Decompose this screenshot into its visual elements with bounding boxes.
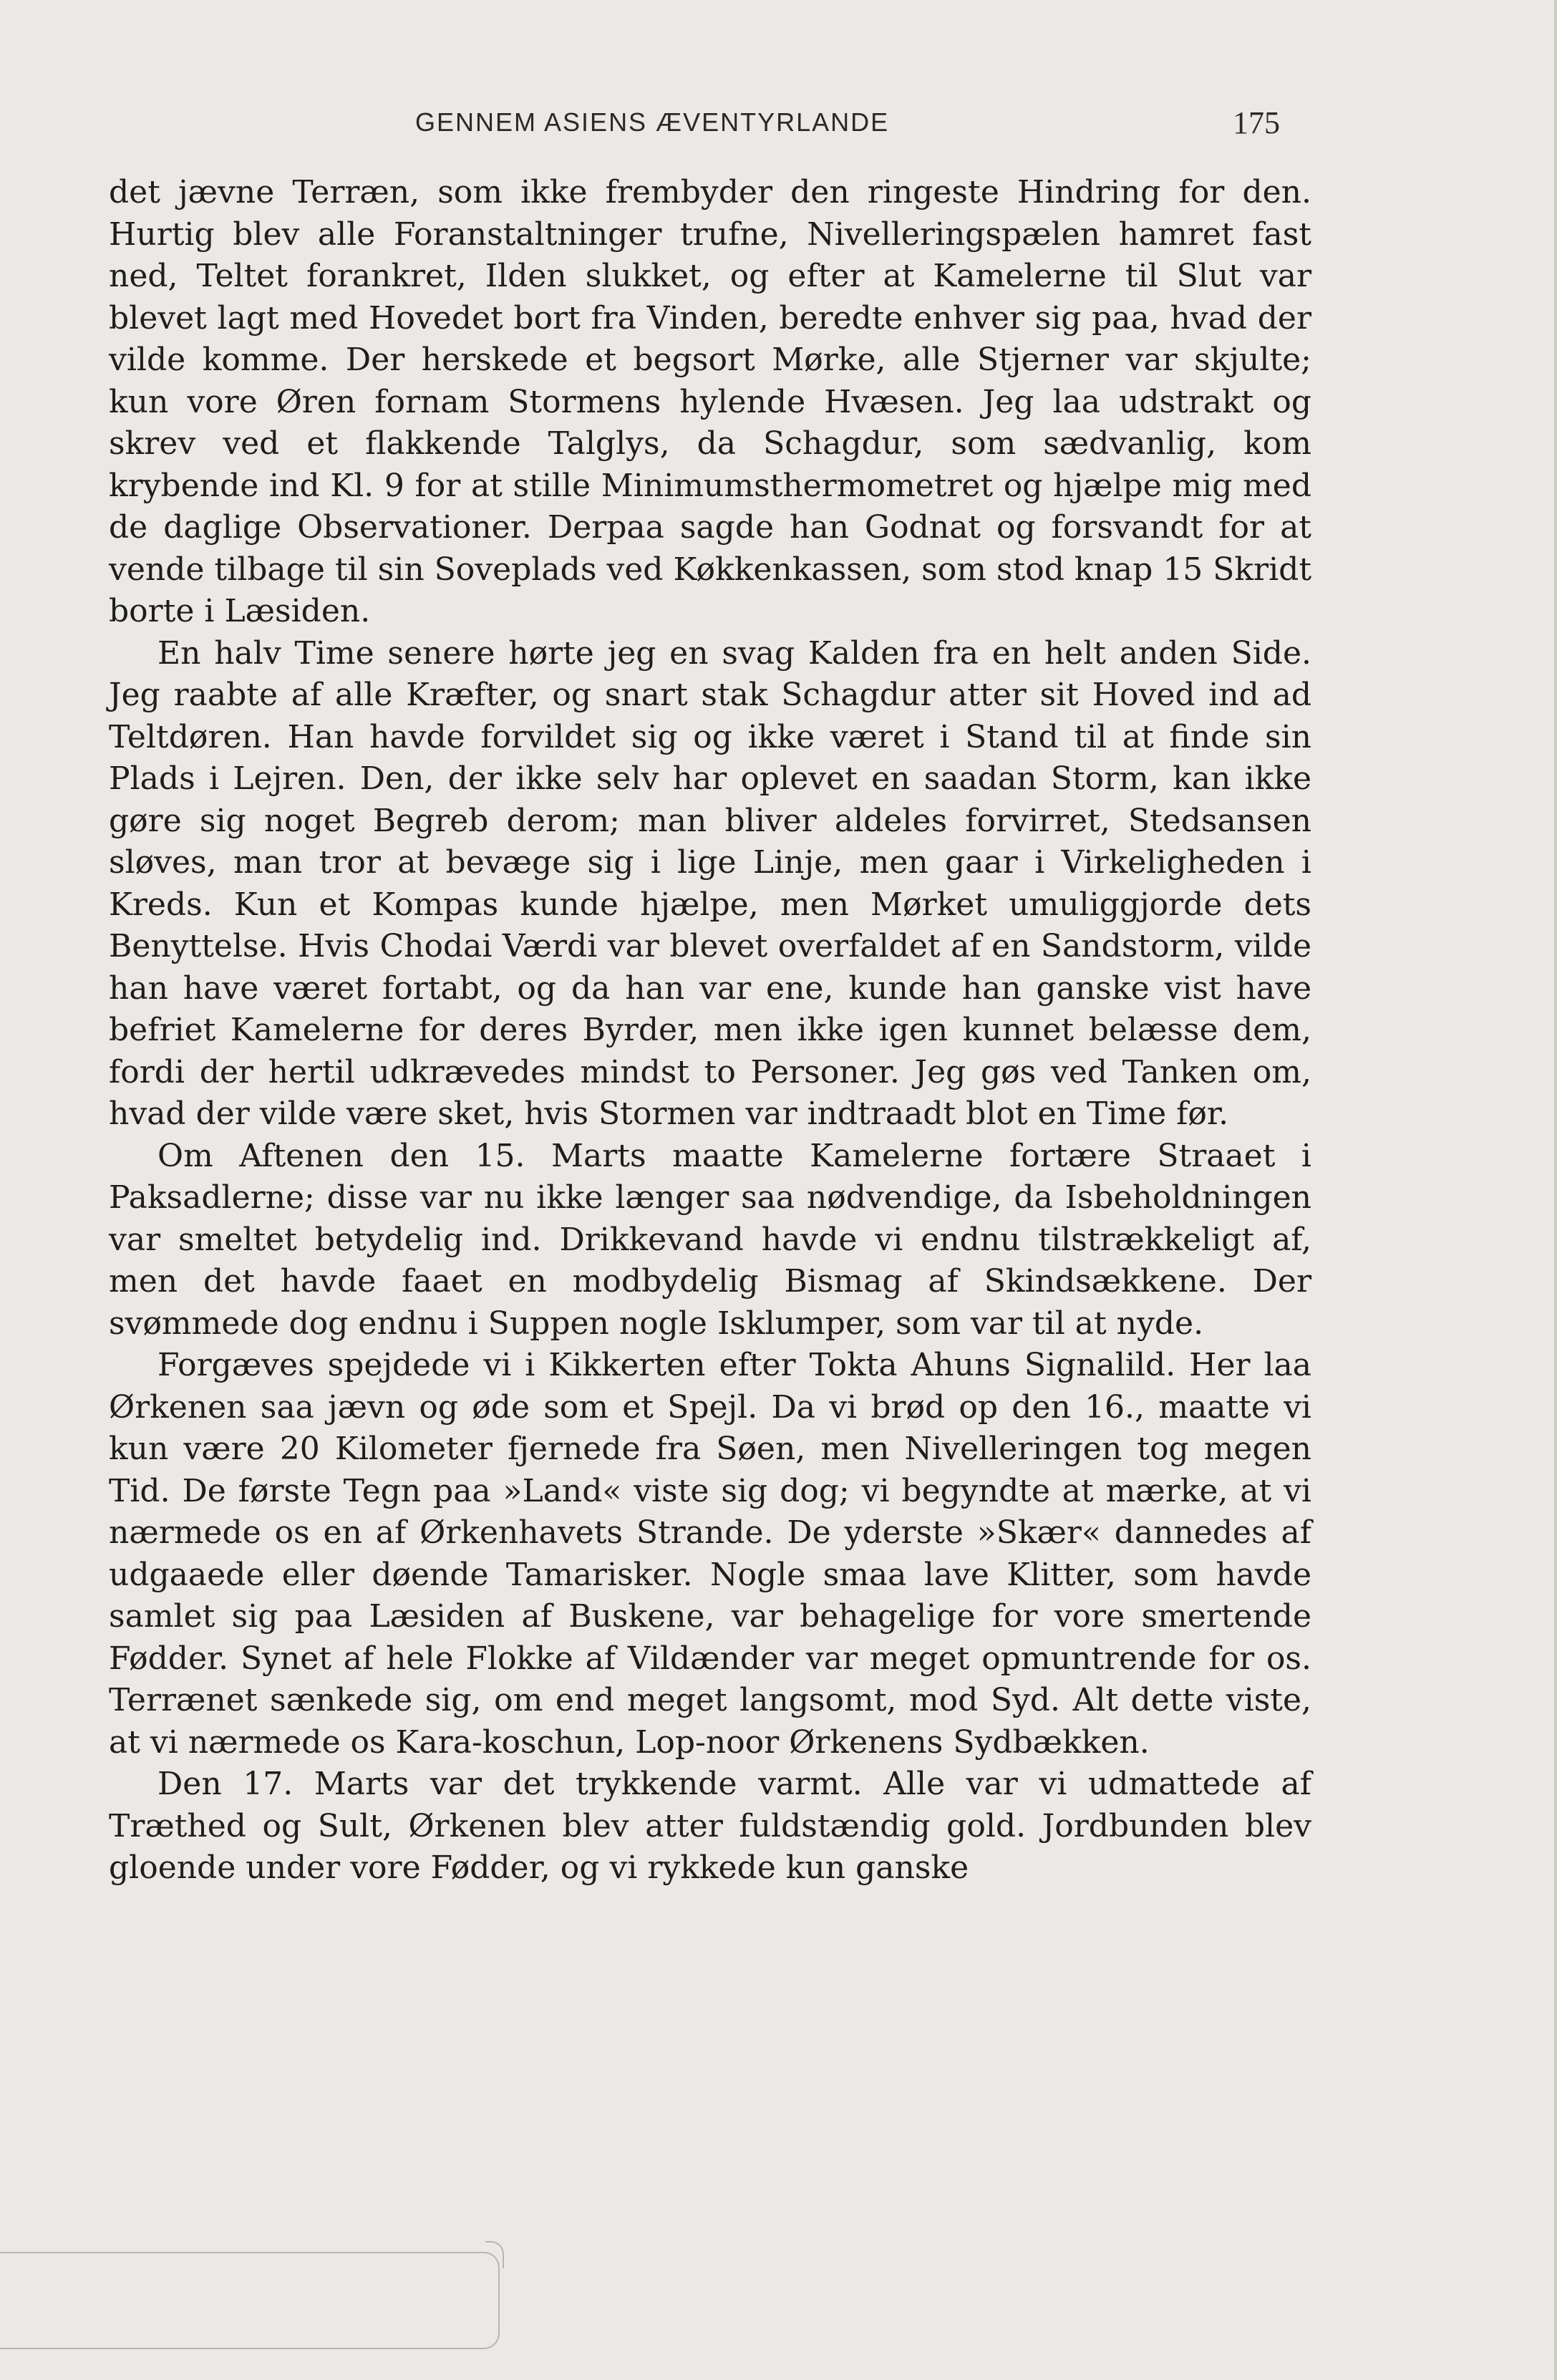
page-edge: [1554, 0, 1557, 2380]
paragraph-3: Om Aftenen den 15. Marts maatte Kamelerne fortære Straaet i Paksadlerne; disse var nu ikke længer saa nødvendige, da Isbeholdningen var smeltet betydelig ind. Drikkevand havde vi endnu tilstrækkeligt af, men det havde faaet en modbydelig Bismag af Skindsækkene. Der svømmede dog endnu i Suppen nogle Isklumper, som var til at nyde.: [109, 1137, 1311, 1342]
running-title: GENNEM ASIENS ÆVENTYRLANDE: [415, 107, 890, 137]
paragraph-1: det jævne Terræn, som ikke frembyder den ringeste Hindring for den. Hurtig blev alle Foranstaltninger trufne, Nivelleringspælen hamret fast ned, Teltet forankret, Ilden slukket, og efter at Kamelerne til Slut var blevet lagt med Hovedet bort fra Vinden, beredte enhver sig paa, hvad der vilde komme. Der herskede et begsort Mørke, alle Stjerner var skjulte; kun vore Øren fornam Stormens hylende Hvæsen. Jeg laa udstrakt og skrev ved et flakkende Talglys, da Schagdur, som sædvanlig, kom krybende ind Kl. 9 for at stille Minimumsthermometret og hjælpe mig med de daglige Observationer. Derpaa sagde han Godnat og forsvandt for at vende tilbage til sin Soveplads ved Køkkenkassen, som stod knap 15 Skridt borte i Læsiden.: [109, 174, 1311, 629]
paragraph-5: Den 17. Marts var det trykkende varmt. Alle var vi udmattede af Træthed og Sult, Ørkenen blev atter fuldstændig gold. Jordbunden blev gloende under vore Fødder, og vi rykkede kun ganske: [109, 1766, 1311, 1886]
page-number: 175: [1233, 105, 1280, 140]
paragraph-2: En halv Time senere hørte jeg en svag Kalden fra en helt anden Side. Jeg raabte af alle Kræfter, og snart stak Schagdur atter sit Hoved ind ad Teltdøren. Han havde forvildet sig og ikke været i Stand til at finde sin Plads i Lejren. Den, der ikke selv har oplevet en saadan Storm, kan ikke gøre sig noget Begreb derom; man bliver aldeles forvirret, Stedsansen sløves, man tror at bevæge sig i lige Linje, men gaar i Virkeligheden i Kreds. Kun et Kompas kunde hjælpe, men Mørket umuliggjorde dets Benyttelse. Hvis Chodai Værdi var blevet overfaldet af en Sandstorm, vilde han have været fortabt, og da han var ene, kunde han ganske vist have befriet Kamelerne for deres Byrder, men ikke igen kunnet belæsse dem, fordi der hertil udkrævedes mindst to Personer. Jeg gøs ved Tanken om, hvad der vilde være sket, hvis Stormen var indtraadt blot en Time før.: [109, 634, 1311, 1132]
body-text: [109, 172, 1311, 1890]
label-bracket: [485, 2241, 504, 2268]
library-label-outline: [0, 2252, 500, 2349]
paragraph-4: Forgæves spejdede vi i Kikkerten efter Tokta Ahuns Signalild. Her laa Ørkenen saa jævn og øde som et Spejl. Da vi brød op den 16., maatte vi kun være 20 Kilometer fjernede fra Søen, men Nivelleringen tog megen Tid. De første Tegn paa »Land« viste sig dog; vi begyndte at mærke, at vi nærmede os en af Ørkenhavets Strande. De yderste »Skær« dannedes af udgaaede eller døende Tamarisker. Nogle smaa lave Klitter, som havde samlet sig paa Læsiden af Buskene, var behagelige for vore smertende Fødder. Synet af hele Flokke af Vildænder var meget opmuntrende for os. Terrænet sænkede sig, om end meget langsomt, mod Syd. Alt dette viste, at vi nærmede os Kara-koschun, Lop-noor Ørkenens Sydbækken.: [109, 1347, 1311, 1761]
